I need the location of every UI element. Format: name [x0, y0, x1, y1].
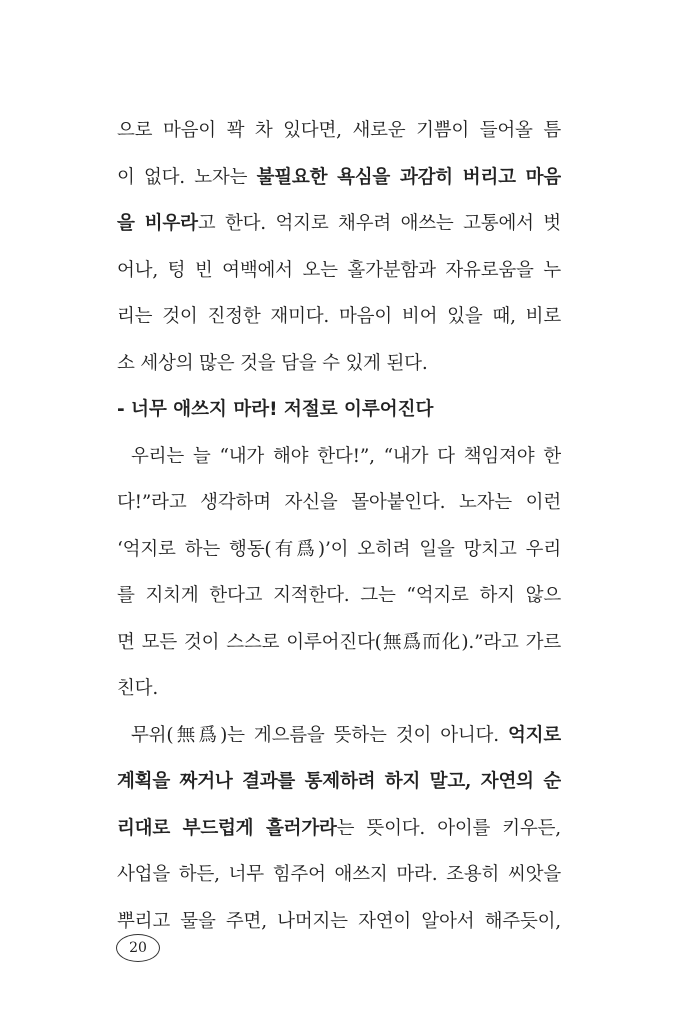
text-line: 계획을 짜거나 결과를 통제하려 하지 말고, 자연의 순	[117, 771, 561, 792]
page-number: 20	[129, 940, 147, 956]
text-line: 를 지치게 한다고 지적한다. 그는 “억지로 하지 않으	[117, 585, 561, 606]
text-line: 소 세상의 많은 것을 담을 수 있게 된다.	[117, 352, 428, 374]
section	[117, 387, 561, 945]
text-line: 으로 마음이 꽉 차 있다면, 새로운 기쁨이 들어올 틈	[117, 120, 561, 141]
text-span: 는 뜻이다. 아이를 키우든,	[336, 817, 561, 839]
text-line: ‘억지로 하는 행동(有爲)’이 오히려 일을 망치고 우리	[117, 538, 561, 560]
bold-text-span: 억지로	[507, 724, 561, 746]
section-heading: - 너무 애쓰지 마라! 저절로 이루어진다	[117, 399, 434, 420]
text-line: 뿌리고 물을 주면, 나머지는 자연이 알아서 해주듯이,	[117, 910, 561, 932]
text-line: 친다.	[117, 678, 159, 699]
text-line: 리는 것이 진정한 재미다. 마음이 비어 있을 때, 비로	[117, 306, 561, 327]
bold-text-span: 불필요한 욕심을 과감히 버리고 마음	[256, 166, 561, 188]
page-number-badge	[116, 934, 160, 962]
text-line: 다!”라고 생각하며 자신을 몰아붙인다. 노자는 이런	[117, 492, 561, 513]
text-line	[117, 713, 561, 760]
text-span: 이 없다. 노자는	[117, 166, 257, 188]
text-line	[117, 201, 561, 248]
text-line: 사업을 하든, 너무 힘주어 애쓰지 마라. 조용히 씨앗을	[117, 864, 561, 885]
bold-text-span: 을 비우라	[117, 213, 198, 234]
text-line: 우리는 늘 “내가 해야 한다!”, “내가 다 책임져야 한	[131, 445, 561, 467]
text-line	[117, 806, 561, 853]
bold-text-span: 리대로 부드럽게 흘러가라	[117, 817, 337, 839]
text-line: 면 모든 것이 스스로 이루어진다(無爲而化).”라고 가르	[117, 631, 561, 653]
text-line	[117, 155, 561, 202]
text-span: 고 한다. 억지로 채우려 애쓰는 고통에서 벗	[197, 213, 561, 234]
paragraph-1	[117, 108, 561, 387]
text-span: 무위(無爲)는 게으름을 뜻하는 것이 아니다.	[131, 724, 508, 746]
text-line: 어나, 텅 빈 여백에서 오는 홀가분함과 자유로움을 누	[117, 259, 561, 281]
